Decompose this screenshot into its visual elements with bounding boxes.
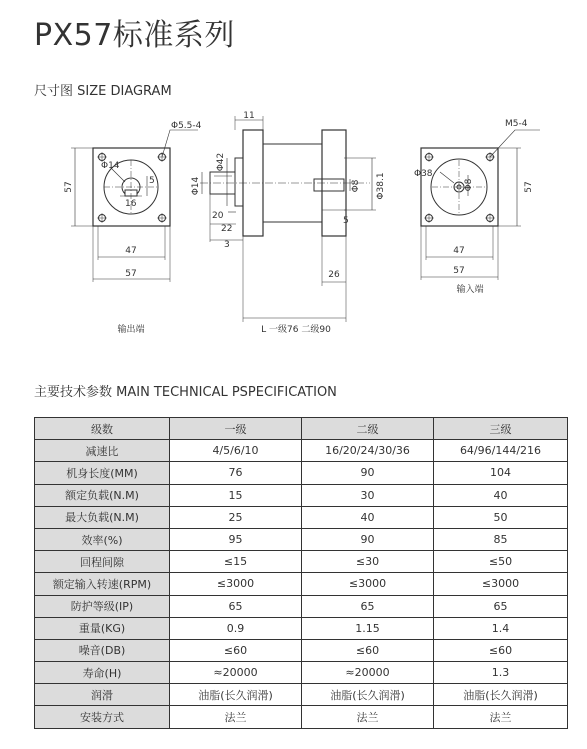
table-row xyxy=(35,462,568,484)
dim-m54: M5-4 xyxy=(505,119,528,129)
table-row-label: 噪音(DB) xyxy=(35,639,170,661)
table-cell: 64/96/144/216 xyxy=(434,440,568,462)
table-row xyxy=(35,684,568,706)
table-cell: ≤3000 xyxy=(434,573,568,595)
dim-phi381: Φ38.1 xyxy=(376,172,386,200)
table-row xyxy=(35,440,568,462)
table-cell: ≤60 xyxy=(302,639,434,661)
table-cell: ≤3000 xyxy=(170,573,302,595)
table-cell: 法兰 xyxy=(434,706,568,728)
table-cell: 25 xyxy=(170,506,302,528)
dim-phi38: Φ38 xyxy=(414,169,433,179)
dim-5-side: 5 xyxy=(343,216,349,226)
table-row xyxy=(35,617,568,639)
length-label: L 一级76 二级90 xyxy=(261,325,331,335)
table-cell: 法兰 xyxy=(170,706,302,728)
spec-title: 主要技术参数 MAIN TECHNICAL PSPECIFICATION xyxy=(34,385,337,400)
dim-47-right: 47 xyxy=(453,246,465,256)
table-row xyxy=(35,484,568,506)
table-row xyxy=(35,639,568,661)
table-row-label: 机身长度(MM) xyxy=(35,462,170,484)
side-view xyxy=(200,116,376,322)
table-row xyxy=(35,706,568,728)
table-cell: ≤3000 xyxy=(302,573,434,595)
dim-57-horizontal-right: 57 xyxy=(453,266,465,276)
table-cell: 90 xyxy=(302,462,434,484)
table-cell: 0.9 xyxy=(170,617,302,639)
table-row-label: 润滑 xyxy=(35,684,170,706)
dim-phi14: Φ14 xyxy=(101,161,120,171)
spec-table xyxy=(34,417,568,729)
table-row xyxy=(35,662,568,684)
dim-phi8-side: Φ8 xyxy=(351,179,361,193)
table-cell: 40 xyxy=(434,484,568,506)
table-cell: ≈20000 xyxy=(302,662,434,684)
table-cell: ≤15 xyxy=(170,551,302,573)
output-end-caption: 输出端 xyxy=(117,325,145,335)
table-cell: 30 xyxy=(302,484,434,506)
table-row xyxy=(35,528,568,550)
table-row-label: 寿命(H) xyxy=(35,662,170,684)
dim-3: 3 xyxy=(224,240,230,250)
table-row-label: 重量(KG) xyxy=(35,617,170,639)
table-cell: 法兰 xyxy=(302,706,434,728)
table-row xyxy=(35,551,568,573)
table-row-label: 减速比 xyxy=(35,440,170,462)
table-cell: 4/5/6/10 xyxy=(170,440,302,462)
dim-phi55: Φ5.5-4 xyxy=(171,121,202,131)
dim-57-horizontal: 57 xyxy=(125,269,137,279)
dim-16: 16 xyxy=(125,199,137,209)
table-row-label: 效率(%) xyxy=(35,528,170,550)
dim-5: 5 xyxy=(149,176,155,186)
table-cell: 油脂(长久润滑) xyxy=(170,684,302,706)
table-header-cell: 级数 xyxy=(35,418,170,440)
table-row xyxy=(35,573,568,595)
table-cell: 1.15 xyxy=(302,617,434,639)
dim-57-vertical-right: 57 xyxy=(524,181,534,193)
table-cell: 85 xyxy=(434,528,568,550)
table-row-label: 防护等级(IP) xyxy=(35,595,170,617)
table-cell: 50 xyxy=(434,506,568,528)
table-cell: 40 xyxy=(302,506,434,528)
table-row xyxy=(35,506,568,528)
page-title: PX57标准系列 xyxy=(34,18,235,53)
table-cell: 1.3 xyxy=(434,662,568,684)
table-cell: 76 xyxy=(170,462,302,484)
table-cell: 1.4 xyxy=(434,617,568,639)
table-header-cell: 一级 xyxy=(170,418,302,440)
table-cell: 104 xyxy=(434,462,568,484)
table-header-row xyxy=(35,418,568,440)
table-cell: 95 xyxy=(170,528,302,550)
dim-26: 26 xyxy=(328,270,340,280)
table-cell: 65 xyxy=(170,595,302,617)
table-row-label: 安装方式 xyxy=(35,706,170,728)
input-end-view xyxy=(421,130,540,280)
table-row-label: 回程间隙 xyxy=(35,551,170,573)
dim-20: 20 xyxy=(212,211,224,221)
table-row-label: 最大负载(N.M) xyxy=(35,506,170,528)
table-cell: ≤60 xyxy=(170,639,302,661)
table-cell: 油脂(长久润滑) xyxy=(302,684,434,706)
table-cell: ≈20000 xyxy=(170,662,302,684)
dim-47: 47 xyxy=(125,246,137,256)
table-cell: 90 xyxy=(302,528,434,550)
size-diagram-title: 尺寸图 SIZE DIAGRAM xyxy=(34,84,172,99)
size-diagram xyxy=(0,100,587,350)
dim-phi14-side: Φ14 xyxy=(191,176,201,196)
table-cell: 油脂(长久润滑) xyxy=(434,684,568,706)
table-cell: ≤50 xyxy=(434,551,568,573)
table-cell: ≤60 xyxy=(434,639,568,661)
table-cell: 65 xyxy=(302,595,434,617)
table-header-cell: 三级 xyxy=(434,418,568,440)
table-header-cell: 二级 xyxy=(302,418,434,440)
input-end-caption: 输入端 xyxy=(456,285,484,295)
table-row-label: 额定负载(N.M) xyxy=(35,484,170,506)
dim-11: 11 xyxy=(243,111,255,121)
dim-22: 22 xyxy=(221,224,233,234)
dim-phi42: Φ42 xyxy=(216,152,226,172)
table-cell: 15 xyxy=(170,484,302,506)
table-row xyxy=(35,595,568,617)
table-cell: 16/20/24/30/36 xyxy=(302,440,434,462)
dim-57-vertical: 57 xyxy=(64,181,74,193)
table-cell: 65 xyxy=(434,595,568,617)
table-cell: ≤30 xyxy=(302,551,434,573)
dim-phi8-right: Φ8 xyxy=(464,178,474,192)
table-row-label: 额定输入转速(RPM) xyxy=(35,573,170,595)
